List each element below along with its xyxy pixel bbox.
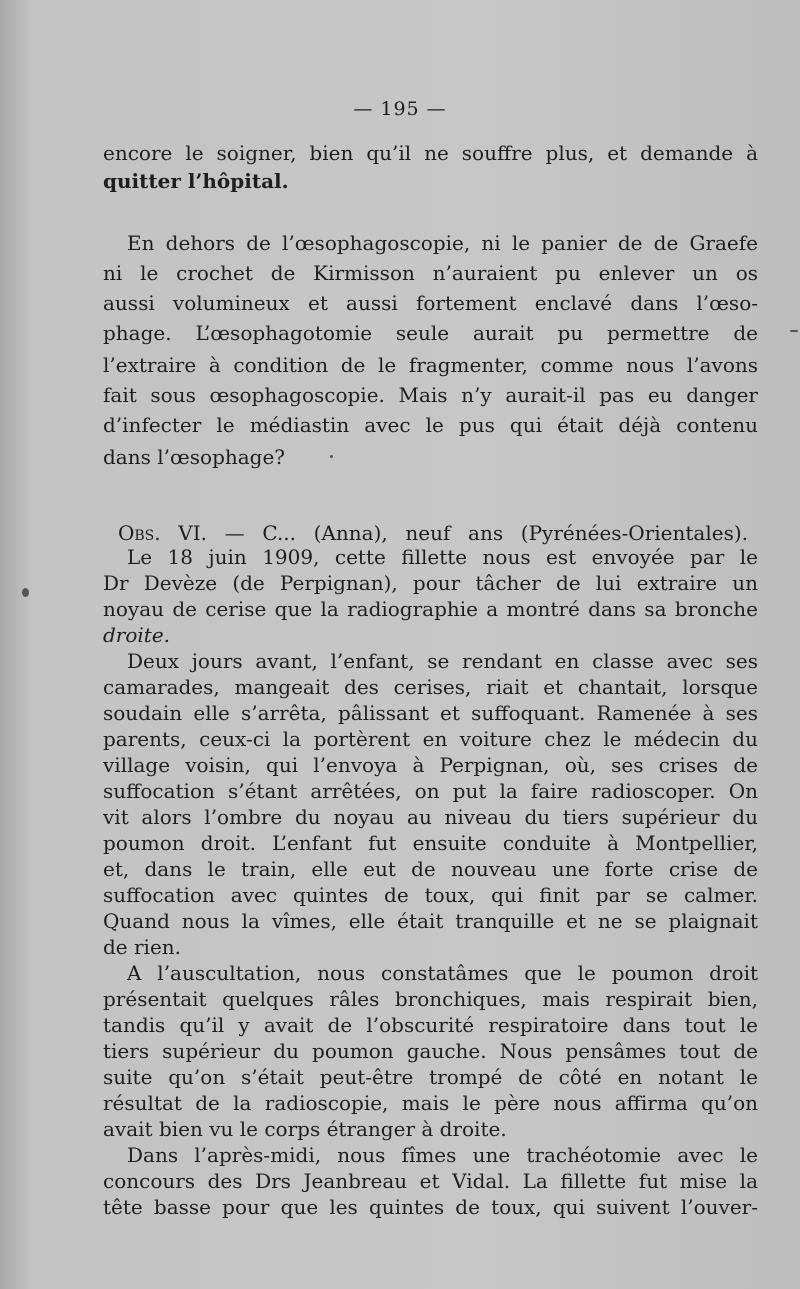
- text-line: et, dans le train, elle eut de nouveau une forte crise de: [103, 857, 758, 881]
- ink-speck: [790, 330, 798, 332]
- text-line: fait sous œsophagoscopie. Mais n’y aurait-il pas eu danger: [103, 383, 758, 407]
- observation-title: — C... (Anna), neuf ans (Pyrénées-Orientales).: [207, 521, 748, 545]
- text-line: En dehors de l’œsophagoscopie, ni le panier de de Graefe: [127, 231, 758, 255]
- text-line: concours des Drs Jeanbreau et Vidal. La fillette fut mise la: [103, 1169, 758, 1193]
- text-line: tiers supérieur du poumon gauche. Nous pensâmes tout de: [103, 1039, 758, 1063]
- text-line: vit alors l’ombre du noyau au niveau du tiers supérieur du: [103, 805, 758, 829]
- text-line: Dr Devèze (de Perpignan), pour tâcher de lui extraire un: [103, 571, 758, 595]
- text-line: noyau de cerise que la radiographie a montré dans sa bronche: [103, 597, 758, 621]
- text-line: d’infecter le médiastin avec le pus qui était déjà contenu: [103, 413, 758, 437]
- text-line: ni le crochet de Kirmisson n’auraient pu enlever un os: [103, 261, 758, 285]
- text-line: Deux jours avant, l’enfant, se rendant en classe avec ses: [127, 649, 758, 673]
- text-line: dans l’œsophage?: [103, 445, 286, 469]
- ink-speck: [330, 455, 333, 458]
- observation-heading: [118, 520, 748, 546]
- text-line: poumon droit. L’enfant fut ensuite conduite à Montpellier,: [103, 831, 758, 855]
- text-line: suffocation avec quintes de toux, qui finit par se calmer.: [103, 883, 758, 907]
- ink-speck: [22, 588, 29, 597]
- text-line: encore le soigner, bien qu’il ne souffre plus, et demande à: [103, 141, 758, 165]
- text-line: avait bien vu le corps étranger à droite.: [103, 1117, 507, 1141]
- text-line: A l’auscultation, nous constatâmes que le poumon droit: [127, 961, 758, 985]
- text-line: suite qu’on s’était peut-être trompé de côté en notant le: [103, 1065, 758, 1089]
- text-line: aussi volumineux et aussi fortement enclavé dans l’œso-: [103, 291, 758, 315]
- text-line: suffocation s’étant arrêtées, on put la faire radioscoper. On: [103, 779, 758, 803]
- text-line: soudain elle s’arrêta, pâlissant et suffoquant. Ramenée à ses: [103, 701, 758, 725]
- observation-label: Obs. VI.: [118, 521, 207, 545]
- text-line-italic: droite.: [103, 623, 171, 647]
- text-line: village voisin, qui l’envoya à Perpignan, où, ses crises de: [103, 753, 758, 777]
- text-line: quitter l’hôpital.: [103, 169, 289, 193]
- text-line: tête basse pour que les quintes de toux, qui suivent l’ouver-: [103, 1195, 758, 1219]
- text-line: tandis qu’il y avait de l’obscurité respiratoire dans tout le: [103, 1013, 758, 1037]
- text-line: parents, ceux-ci la portèrent en voiture chez le médecin du: [103, 727, 758, 751]
- text-line: présentait quelques râles bronchiques, mais respirait bien,: [103, 987, 758, 1011]
- text-line: résultat de la radioscopie, mais le père nous affirma qu’on: [103, 1091, 758, 1115]
- text-line: de rien.: [103, 935, 182, 959]
- text-line: l’extraire à condition de le fragmenter, comme nous l’avons: [103, 353, 758, 377]
- text-line: Le 18 juin 1909, cette fillette nous est envoyée par le: [127, 545, 758, 569]
- text-line: phage. L’œsophagotomie seule aurait pu permettre de: [103, 321, 758, 345]
- page-number: — 195 —: [353, 98, 447, 120]
- text-line: Quand nous la vîmes, elle était tranquille et ne se plaignait: [103, 909, 758, 933]
- text-line: Dans l’après-midi, nous fîmes une trachéotomie avec le: [127, 1143, 758, 1167]
- text-line: camarades, mangeait des cerises, riait et chantait, lorsque: [103, 675, 758, 699]
